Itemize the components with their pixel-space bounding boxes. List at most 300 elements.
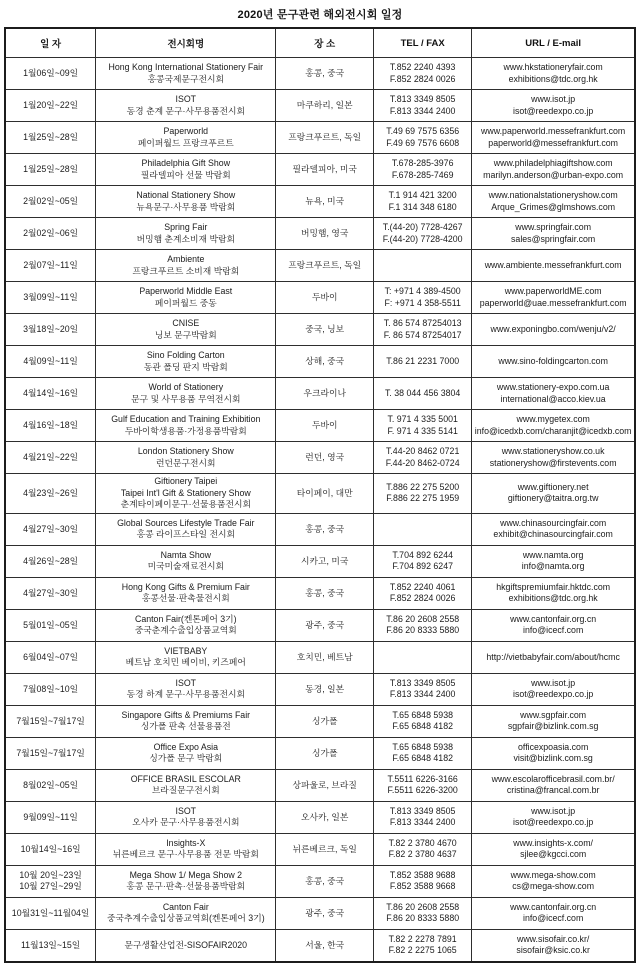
url-email-cell-line: exhibitions@tdc.org.hk (508, 73, 598, 84)
location-cell-line: 홍콩, 중국 (305, 587, 345, 598)
url-email-cell-line: info@namta.org (521, 561, 585, 572)
exhibition-name-cell (96, 673, 276, 705)
exhibition-name-cell-line: Sino Folding Carton (146, 349, 225, 360)
date-cell (5, 474, 96, 514)
location-cell-line: 호치민, 베트남 (296, 651, 353, 662)
location-cell (276, 609, 374, 641)
date-cell-line: 4월14일~16일 (23, 387, 79, 398)
url-email-cell-line: www.paperworldME.com (504, 285, 602, 296)
exhibition-name-cell (96, 250, 276, 282)
url-email-cell-line: www.giftionery.net (517, 481, 589, 492)
url-email-cell-line: www.ambiente.messefrankfurt.com (484, 259, 622, 270)
exhibition-name-cell-line: Insights-X (166, 837, 206, 848)
location-cell-line: 상해, 중국 (305, 355, 345, 366)
date-cell (5, 545, 96, 577)
table-header (5, 28, 635, 58)
table-row (5, 513, 635, 545)
tel-fax-cell-line: F.704 892 6247 (392, 561, 453, 572)
table-row (5, 122, 635, 154)
date-cell (5, 641, 96, 673)
location-cell (276, 154, 374, 186)
url-email-cell-line: paperworld@messefrankfurt.com (488, 137, 618, 148)
location-cell (276, 641, 374, 673)
tel-fax-cell (374, 673, 472, 705)
exhibition-name-cell-line: 뉴욕문구·사무용품 박람회 (136, 201, 236, 212)
tel-fax-cell-line: T.813 3349 8505 (389, 93, 456, 104)
date-cell (5, 154, 96, 186)
location-cell (276, 769, 374, 801)
exhibition-name-cell-line: Paperworld (163, 125, 209, 136)
url-email-cell-line: www.springfair.com (515, 221, 592, 232)
page-title: 2020년 문구관련 해외전시회 일정 (237, 9, 403, 21)
url-email-cell-line: international@acco.kiev.ua (500, 393, 606, 404)
table-row (5, 58, 635, 90)
date-cell-line: 10월31일~11월04일 (11, 907, 90, 918)
url-email-cell-line: info@icecf.com (523, 625, 584, 636)
exhibition-name-cell-line: World of Stationery (148, 381, 224, 392)
date-cell-line: 4월09일~11일 (23, 355, 78, 366)
location-cell-line: 싱가폴 (311, 747, 338, 758)
exhibition-name-cell-line: National Stationery Show (136, 189, 236, 200)
exhibition-name-cell-line: CNISE (172, 317, 200, 328)
date-cell (5, 737, 96, 769)
date-cell (5, 218, 96, 250)
tel-fax-cell-line: T.(44-20) 7728-4267 (382, 221, 463, 232)
location-cell (276, 577, 374, 609)
location-cell-line: 오사카, 일본 (301, 811, 349, 822)
tel-fax-cell-line: T: +971 4 389-4500 (384, 285, 461, 296)
location-cell (276, 58, 374, 90)
location-cell (276, 250, 374, 282)
date-cell-line: 2월02일~05일 (23, 195, 79, 206)
url-email-cell-line: hkgiftspremiumfair.hktdc.com (496, 581, 611, 592)
tel-fax-cell (374, 218, 472, 250)
tel-fax-cell (374, 122, 472, 154)
table-row (5, 186, 635, 218)
column-header-url-email: URL / E-mail (472, 28, 635, 58)
tel-fax-cell-line: T.852 3588 9688 (389, 869, 456, 880)
url-email-cell-line: exhibitions@tdc.org.hk (508, 593, 598, 604)
exhibition-name-cell-line: VIETBABY (164, 645, 208, 656)
location-cell-line: 런던, 영국 (305, 451, 345, 462)
url-email-cell (472, 929, 635, 962)
date-cell-line: 2월07일~11일 (23, 259, 78, 270)
date-cell (5, 673, 96, 705)
exhibition-name-cell-line: 페이퍼월드 중동 (154, 297, 217, 308)
exhibition-name-cell-line: 두바이학생용품·가정용품박람회 (124, 425, 247, 436)
exhibition-name-cell-line: 문구 및 사무용품 무역전시회 (131, 393, 241, 404)
location-cell (276, 90, 374, 122)
column-header-date: 일 자 (5, 28, 96, 58)
date-cell (5, 801, 96, 833)
tel-fax-cell-line: T.49 69 7575 6356 (386, 125, 460, 136)
date-cell-line: 4월27일~30일 (23, 523, 79, 534)
tel-fax-cell-line: T.5511 6226-3166 (387, 773, 458, 784)
url-email-cell-line: exhibit@chinasourcingfair.com (493, 529, 613, 540)
tel-fax-cell (374, 474, 472, 514)
tel-fax-cell-line: F.86 20 8333 5880 (386, 913, 460, 924)
date-cell (5, 314, 96, 346)
tel-fax-cell-line: F.65 6848 4182 (392, 753, 453, 764)
url-email-cell (472, 577, 635, 609)
date-cell-line: 10월 20일~23일 (19, 869, 82, 880)
location-cell-line: 동경, 일본 (305, 683, 345, 694)
url-email-cell-line: www.mygetex.com (516, 413, 590, 424)
url-email-cell (472, 865, 635, 897)
exhibition-name-cell (96, 122, 276, 154)
location-cell-line: 뉘른베르크, 독일 (292, 843, 357, 854)
date-cell-line: 1월20일~22일 (23, 99, 79, 110)
date-cell (5, 442, 96, 474)
location-cell-line: 광주, 중국 (305, 907, 345, 918)
tel-fax-cell-line: T. 38 044 456 3804 (385, 387, 461, 398)
url-email-cell (472, 122, 635, 154)
url-email-cell (472, 282, 635, 314)
url-email-cell-line: www.namta.org (522, 549, 584, 560)
tel-fax-cell (374, 897, 472, 929)
exhibition-name-cell (96, 833, 276, 865)
date-cell (5, 769, 96, 801)
tel-fax-cell-line: T.82 2 2278 7891 (388, 933, 457, 944)
tel-fax-cell (374, 250, 472, 282)
url-email-cell (472, 673, 635, 705)
url-email-cell (472, 218, 635, 250)
location-cell (276, 545, 374, 577)
url-email-cell-line: www.cantonfair.org.cn (510, 901, 597, 912)
date-cell (5, 705, 96, 737)
tel-fax-cell-line: T.813 3349 8505 (389, 805, 456, 816)
table-row (5, 833, 635, 865)
tel-fax-cell-line: F.86 20 8333 5880 (386, 625, 460, 636)
url-email-cell-line: www.isot.jp (531, 805, 576, 816)
table-row (5, 250, 635, 282)
location-cell (276, 410, 374, 442)
url-email-cell (472, 609, 635, 641)
location-cell-line: 시카고, 미국 (301, 555, 349, 566)
tel-fax-cell-line: T.886 22 275 5200 (386, 481, 460, 492)
tel-fax-cell (374, 641, 472, 673)
url-email-cell-line: www.chinasourcingfair.com (500, 517, 607, 528)
location-cell (276, 897, 374, 929)
tel-fax-cell (374, 513, 472, 545)
date-cell-line: 11월13일~15일 (20, 939, 81, 950)
exhibition-name-cell (96, 154, 276, 186)
date-cell-line: 9월09일~11일 (23, 811, 78, 822)
location-cell (276, 705, 374, 737)
url-email-cell-line: www.cantonfair.org.cn (510, 613, 597, 624)
date-cell-line: 8월02일~05일 (23, 779, 79, 790)
tel-fax-cell-line: T.86 21 2231 7000 (386, 355, 460, 366)
location-cell (276, 378, 374, 410)
tel-fax-cell-line: F.813 3344 2400 (389, 689, 456, 700)
table-row (5, 801, 635, 833)
location-cell-line: 두바이 (311, 291, 338, 302)
date-cell-line: 3월18일~20일 (23, 323, 79, 334)
exhibition-name-cell-line: Philadelphia Gift Show (141, 157, 231, 168)
tel-fax-cell-line: T. 86 574 87254013 (383, 317, 462, 328)
date-cell-line: 4월21일~22일 (23, 451, 79, 462)
url-email-cell-line: sales@springfair.com (511, 233, 596, 244)
date-cell-line: 7월15일~7월17일 (16, 747, 85, 758)
location-cell-line: 뉴욕, 미국 (305, 195, 345, 206)
tel-fax-cell-line: F. 971 4 335 5141 (387, 425, 458, 436)
location-cell (276, 737, 374, 769)
url-email-cell (472, 250, 635, 282)
exhibition-name-cell-line: 춘계타이페이문구·선물용품전시회 (120, 499, 251, 510)
date-cell-line: 4월27일~30일 (23, 587, 79, 598)
exhibition-name-cell-line: London Stationery Show (137, 445, 234, 456)
exhibition-name-cell (96, 641, 276, 673)
location-cell (276, 929, 374, 962)
schedule-table-body (5, 58, 635, 962)
url-email-cell-line: www.stationery-expo.com.ua (496, 381, 610, 392)
date-cell-line: 1월06일~09일 (23, 67, 79, 78)
date-cell (5, 513, 96, 545)
location-cell (276, 513, 374, 545)
exhibition-name-cell-line: Giftionery Taipei (154, 476, 218, 486)
table-row (5, 378, 635, 410)
exhibition-name-cell (96, 218, 276, 250)
location-cell (276, 833, 374, 865)
url-email-cell-line: www.philadelphiagiftshow.com (493, 157, 613, 168)
date-cell-line: 7월08일~10일 (23, 683, 79, 694)
exhibition-name-cell (96, 314, 276, 346)
exhibition-name-cell-line: 홍콩국제문구전시회 (147, 73, 225, 84)
url-email-cell-line: www.sisofair.co.kr/ (516, 933, 590, 944)
location-cell (276, 122, 374, 154)
exhibition-name-cell (96, 58, 276, 90)
tel-fax-cell (374, 577, 472, 609)
exhibition-name-cell-line: 필라델피아 선물 박람회 (140, 169, 231, 180)
tel-fax-cell (374, 609, 472, 641)
url-email-cell (472, 410, 635, 442)
date-cell (5, 282, 96, 314)
exhibition-name-cell-line: Singapore Gifts & Premiums Fair (121, 709, 251, 720)
tel-fax-cell (374, 346, 472, 378)
tel-fax-cell (374, 282, 472, 314)
tel-fax-cell (374, 545, 472, 577)
url-email-cell-line: marilyn.anderson@urban-expo.com (483, 169, 624, 180)
date-cell-line: 3월09일~11일 (23, 291, 78, 302)
url-email-cell (472, 897, 635, 929)
location-cell-line: 우크라이나 (303, 387, 346, 398)
table-row (5, 865, 635, 897)
exhibition-name-cell-line: Global Sources Lifestyle Trade Fair (117, 517, 255, 528)
url-email-cell (472, 545, 635, 577)
exhibition-name-cell-line: ISOT (175, 805, 197, 816)
exhibition-name-cell-line: ISOT (175, 677, 197, 688)
date-cell-line: 10월14일~16일 (20, 843, 81, 854)
exhibition-name-cell-line: Paperworld Middle East (139, 285, 233, 296)
location-cell-line: 광주, 중국 (305, 619, 345, 630)
tel-fax-cell (374, 314, 472, 346)
table-row (5, 897, 635, 929)
exhibition-name-cell-line: Hong Kong International Stationery Fair (108, 61, 264, 72)
exhibition-name-cell (96, 577, 276, 609)
tel-fax-cell (374, 186, 472, 218)
exhibition-name-cell (96, 186, 276, 218)
exhibition-name-cell-line: 중국춘계수출입상품교역회 (134, 625, 237, 636)
location-cell (276, 186, 374, 218)
url-email-cell (472, 154, 635, 186)
date-cell (5, 929, 96, 962)
exhibition-name-cell-line: Gulf Education and Training Exhibition (111, 413, 261, 424)
url-email-cell (472, 186, 635, 218)
tel-fax-cell-line: T.852 2240 4061 (389, 581, 456, 592)
tel-fax-cell (374, 90, 472, 122)
date-cell (5, 346, 96, 378)
exhibition-name-cell-line: Spring Fair (164, 221, 208, 232)
exhibition-name-cell (96, 410, 276, 442)
date-cell (5, 250, 96, 282)
tel-fax-cell-line: F.852 3588 9668 (389, 881, 456, 892)
exhibition-name-cell (96, 865, 276, 897)
url-email-cell-line: officexpoasia.com (518, 741, 589, 752)
exhibition-name-cell-line: 중국추계수출입상품교역회(켄톤페어 3기) (106, 913, 265, 924)
table-row (5, 314, 635, 346)
url-email-cell-line: isot@reedexpo.co.jp (512, 817, 594, 828)
tel-fax-cell-line: T.86 20 2608 2558 (386, 613, 460, 624)
exhibition-name-cell (96, 378, 276, 410)
table-row (5, 705, 635, 737)
exhibition-name-cell (96, 705, 276, 737)
location-cell (276, 474, 374, 514)
tel-fax-cell-line: F.65 6848 4182 (392, 721, 453, 732)
url-email-cell-line: www.stationeryshow.co.uk (501, 445, 605, 456)
date-cell-line: 2월02일~06일 (23, 227, 79, 238)
url-email-cell-line: www.isot.jp (531, 93, 576, 104)
table-row (5, 609, 635, 641)
exhibition-name-cell (96, 282, 276, 314)
exhibition-name-cell-line: 런던문구전시회 (156, 457, 216, 468)
exhibition-name-cell-line: 동경 춘계 문구·사무용품전시회 (126, 105, 245, 116)
column-header-exhibition-name: 전시회명 (96, 28, 276, 58)
date-cell (5, 897, 96, 929)
tel-fax-cell-line: F.852 2824 0026 (389, 73, 456, 84)
url-email-cell (472, 346, 635, 378)
location-cell (276, 346, 374, 378)
table-row (5, 545, 635, 577)
url-email-cell (472, 314, 635, 346)
date-cell (5, 58, 96, 90)
tel-fax-cell-line: T.65 6848 5938 (392, 741, 453, 752)
tel-fax-cell (374, 833, 472, 865)
tel-fax-cell-line: F.49 69 7576 6608 (386, 137, 460, 148)
tel-fax-cell-line: T.678-285-3976 (391, 157, 454, 168)
date-cell (5, 90, 96, 122)
exhibition-name-cell (96, 769, 276, 801)
tel-fax-cell (374, 378, 472, 410)
tel-fax-cell-line: F. 86 574 87254017 (383, 329, 462, 340)
exhibition-name-cell-line: 뉘른베르크 문구·사무용품 전문 박람회 (112, 849, 259, 860)
url-email-cell (472, 769, 635, 801)
location-cell-line: 프랑크푸르트, 독일 (288, 131, 362, 142)
tel-fax-cell-line: F.678-285-7469 (391, 169, 454, 180)
location-cell (276, 801, 374, 833)
url-email-cell-line: www.paperworld.messefrankfurt.com (481, 125, 626, 136)
exhibition-name-cell-line: Hong Kong Gifts & Premium Fair (121, 581, 250, 592)
location-cell (276, 442, 374, 474)
date-cell-line: 7월15일~7월17일 (16, 715, 85, 726)
location-cell (276, 673, 374, 705)
url-email-cell-line: www.insights-x.com/ (513, 837, 593, 848)
url-email-cell (472, 513, 635, 545)
exhibition-name-cell-line: 홍콩 라이프스타일 전시회 (136, 529, 235, 540)
tel-fax-cell-line: F.852 2824 0026 (389, 593, 456, 604)
url-email-cell-line: sgpfair@bizlink.com.sg (507, 721, 599, 732)
table-row (5, 673, 635, 705)
url-email-cell-line: http://vietbabyfair.com/about/hcmc (486, 651, 620, 662)
location-cell-line: 홍콩, 중국 (305, 875, 345, 886)
exhibition-name-cell-line: Canton Fair (162, 901, 209, 912)
location-cell-line: 타이페이, 대만 (296, 487, 353, 498)
tel-fax-cell-line: F.886 22 275 1959 (386, 493, 460, 504)
url-email-cell (472, 58, 635, 90)
url-email-cell (472, 801, 635, 833)
tel-fax-cell-line: T.82 2 3780 4670 (388, 837, 457, 848)
table-row (5, 218, 635, 250)
tel-fax-cell-line: F.82 2 3780 4637 (388, 849, 457, 860)
table-row (5, 737, 635, 769)
exhibition-name-cell-line: Canton Fair(켄톤페어 3기) (134, 613, 237, 624)
date-cell (5, 865, 96, 897)
tel-fax-cell-line: F.(44-20) 7728-4200 (382, 233, 463, 244)
tel-fax-cell-line: T.1 914 421 3200 (388, 189, 457, 200)
location-cell-line: 서울, 한국 (305, 939, 345, 950)
table-row (5, 346, 635, 378)
location-cell-line: 두바이 (311, 419, 338, 430)
exhibition-name-cell (96, 513, 276, 545)
date-cell (5, 122, 96, 154)
url-email-cell-line: stationeryshow@firstevents.com (489, 457, 617, 468)
exhibition-name-cell-line: Taipei Int'l Gift & Stationery Show (120, 487, 251, 498)
location-cell-line: 홍콩, 중국 (305, 67, 345, 78)
location-cell (276, 282, 374, 314)
tel-fax-cell-line: T.65 6848 5938 (392, 709, 453, 720)
exhibition-name-cell-line: 브라질문구전시회 (151, 785, 220, 796)
exhibition-name-cell-line: 싱가폴 문구 박람회 (149, 753, 223, 764)
url-email-cell-line: sisofair@ksic.co.kr (516, 945, 590, 956)
url-email-cell-line: www.mega-show.com (510, 869, 596, 880)
exhibition-name-cell-line: 베트남 호치민 베이비, 키즈페어 (125, 657, 246, 668)
location-cell-line: 홍콩, 중국 (305, 523, 345, 534)
url-email-cell-line: info@icecf.com (523, 913, 584, 924)
tel-fax-cell-line: F.1 314 348 6180 (388, 201, 457, 212)
exhibition-name-cell-line: 페이퍼월드 프랑크푸르트 (137, 137, 234, 148)
tel-fax-cell (374, 801, 472, 833)
exhibition-name-cell (96, 737, 276, 769)
date-cell-line: 5월01일~05일 (23, 619, 79, 630)
tel-fax-cell-line: T.852 2240 4393 (389, 61, 456, 72)
tel-fax-cell-line: F: +971 4 358-5511 (384, 297, 461, 308)
table-row (5, 442, 635, 474)
tel-fax-cell-line: F.5511 6226-3200 (387, 785, 458, 796)
url-email-cell (472, 442, 635, 474)
url-email-cell-line: visit@bizlink.com.sg (513, 753, 593, 764)
exhibition-schedule-table (4, 27, 636, 963)
tel-fax-cell-line: F.813 3344 2400 (389, 817, 456, 828)
url-email-cell (472, 705, 635, 737)
url-email-cell (472, 90, 635, 122)
url-email-cell-line: www.escolarofficebrasil.com.br/ (491, 773, 615, 784)
exhibition-name-cell (96, 442, 276, 474)
exhibition-name-cell-line: Ambiente (167, 253, 205, 264)
exhibition-name-cell-line: 버밍햄 춘계소비재 박람회 (136, 233, 235, 244)
column-header-location: 장 소 (276, 28, 374, 58)
exhibition-name-cell (96, 474, 276, 514)
exhibition-name-cell (96, 929, 276, 962)
url-email-cell-line: www.hkstationeryfair.com (503, 61, 603, 72)
